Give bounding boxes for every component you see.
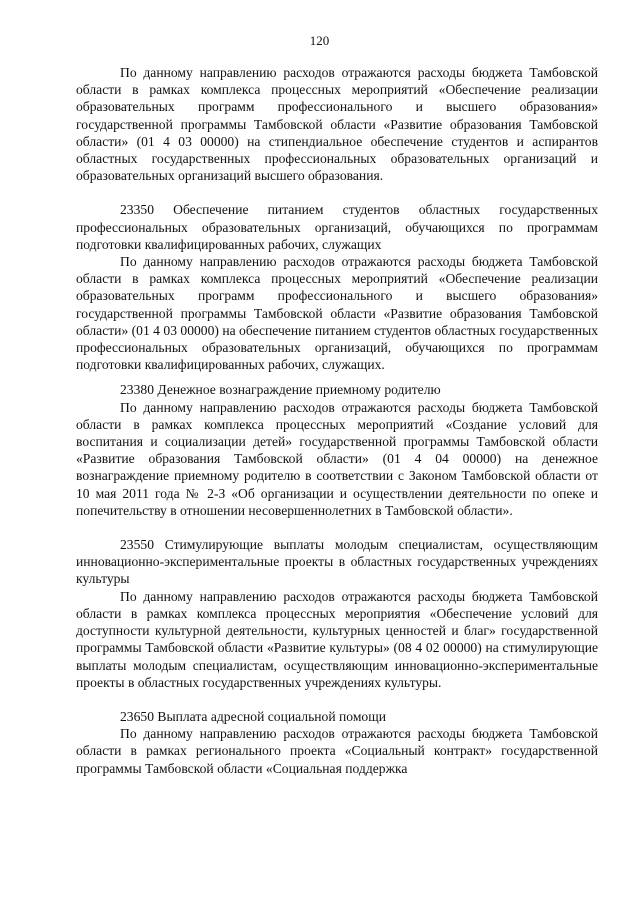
- section-body: По данному направлению расходов отражаются расходы бюджета Тамбовской области в рамках комплекса процессных мероприятий «Обеспечение реализации образовательных программ профессионального и высшего образования» государственной программы Тамбовской области «Развитие образования Тамбовской области» (01 4 03 00000) на стипендиальное обеспечение студентов и аспирантов областных государственных профессиональных образовательных организаций и образовательных организаций высшего образования.: [76, 65, 598, 184]
- section-body: По данному направлению расходов отражаются расходы бюджета Тамбовской области в рамках комплекса процессных мероприятий «Обеспечение реализации образовательных программ профессионального и высшего образования» государственной программы Тамбовской области «Развитие образования Тамбовской области» (01 4 03 00000) на обеспечение питанием студентов областных государственных профессиональных образовательных организаций, обучающихся по программам подготовки квалифицированных рабочих, служащих.: [76, 254, 598, 373]
- section-gap: [76, 184, 598, 201]
- section-gap: [76, 519, 598, 536]
- section-heading: 23350 Обеспечение питанием студентов областных государственных профессиональных образовательных организаций, обучающихся по программам подготовки квалифицированных рабочих, служащих: [76, 202, 598, 252]
- section-heading: 23380 Денежное вознаграждение приемному родителю: [120, 382, 441, 398]
- section-body: По данному направлению расходов отражаются расходы бюджета Тамбовской области в рамках комплекса процессных мероприятия «Обеспечение условий для доступности культурной деятельности, культурных ценностей и благ» государственной программы Тамбовской области «Развитие культуры» (08 4 02 00000) на стимулирующие выплаты молодым специалистам, осуществляющим инновационно-экспериментальные проекты в областных государственных учреждениях культуры.: [76, 588, 598, 690]
- section-body: По данному направлению расходов отражаются расходы бюджета Тамбовской области в рамках комплекса процессных мероприятий «Создание условий для воспитания и социализации детей» государственной программы Тамбовской области «Развитие образования Тамбовской области» (01 4 04 00000) на денежное вознаграждение приемному родителю в соответствии с Законом Тамбовской области от 10 мая 2011 года № 2-З «Об организации и осуществлении деятельности по опеке и попечительству в отношении несовершеннолетних в Тамбовской области».: [76, 399, 598, 518]
- document-body: [76, 64, 598, 777]
- section-gap: [76, 373, 598, 381]
- page-number: 120: [309, 33, 330, 48]
- section-body: По данному направлению расходов отражаются расходы бюджета Тамбовской области в рамках регионального проекта «Социальный контракт» государственной программы Тамбовской области «Социальная поддержка: [76, 726, 598, 776]
- section-heading: 23650 Выплата адресной социальной помощи: [120, 708, 386, 724]
- section-heading: 23550 Стимулирующие выплаты молодым специалистам, осуществляющим инновационно-экспериментальные проекты в областных государственных учреждениях культуры: [76, 537, 598, 587]
- section-gap: [76, 691, 598, 708]
